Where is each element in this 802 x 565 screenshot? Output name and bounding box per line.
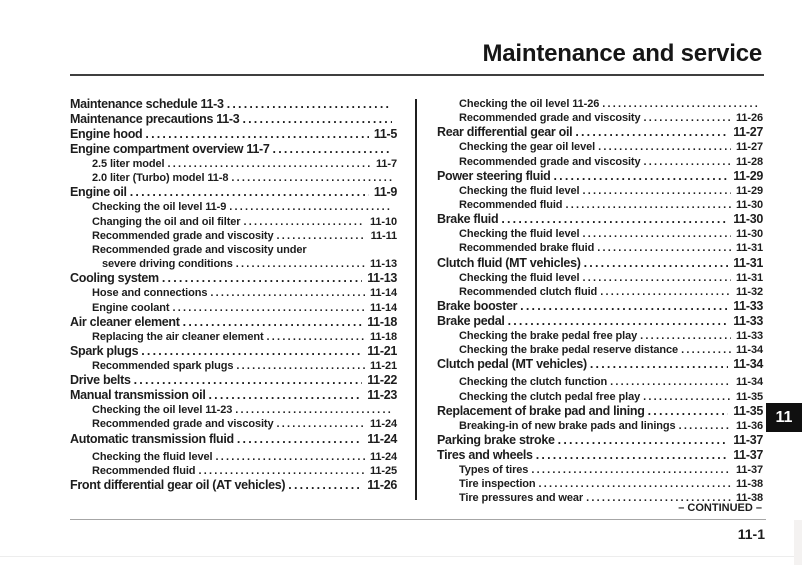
dot-leader bbox=[274, 417, 365, 431]
toc-entry-page: 11-18 bbox=[369, 330, 397, 343]
toc-entry bbox=[437, 111, 763, 125]
toc-entry bbox=[70, 229, 397, 243]
toc-entry bbox=[70, 464, 397, 478]
toc-entry bbox=[437, 448, 763, 463]
toc-entry-page: 11-34 bbox=[733, 357, 763, 372]
toc-entry-page: 11-31 bbox=[735, 242, 763, 255]
dot-leader bbox=[498, 212, 728, 227]
dot-leader bbox=[240, 215, 365, 229]
toc-entry-label: Checking the clutch pedal free play bbox=[459, 390, 641, 403]
toc-entry bbox=[70, 200, 397, 214]
toc-entry-label: Power steering fluid bbox=[437, 168, 551, 183]
toc-entry-page: 11-33 bbox=[735, 330, 763, 343]
toc-entry bbox=[70, 127, 397, 142]
toc-entry-label: Recommended grade and viscosity bbox=[459, 112, 641, 125]
toc-entry-page: 11-37 bbox=[733, 448, 763, 463]
dot-leader bbox=[232, 403, 392, 417]
toc-entry bbox=[437, 419, 763, 433]
toc-entry-label: Hose and connections bbox=[92, 287, 208, 300]
toc-entry-page: 11-32 bbox=[735, 285, 763, 298]
toc-entry bbox=[437, 271, 763, 285]
dot-leader bbox=[224, 97, 392, 112]
toc-entry-label: Engine oil bbox=[70, 185, 127, 200]
toc-entry-page: 11-21 bbox=[369, 360, 397, 373]
dot-leader bbox=[595, 140, 731, 154]
toc-entry-label: Engine hood bbox=[70, 127, 143, 141]
toc-entry-page: 11-37 bbox=[735, 464, 763, 477]
dot-leader bbox=[517, 299, 728, 314]
dot-leader bbox=[587, 357, 728, 372]
toc-entry-label: Rear differential gear oil bbox=[437, 125, 573, 140]
toc-entry-page: 11-10 bbox=[369, 215, 397, 228]
toc-entry-label: Recommended grade and viscosity bbox=[459, 155, 641, 168]
toc-entry-label: Air cleaner element bbox=[70, 314, 180, 329]
toc-entry-page: 11-34 bbox=[735, 344, 763, 357]
toc-entry bbox=[70, 271, 397, 286]
dot-leader bbox=[528, 463, 731, 477]
toc-entry-label: Maintenance schedule 11-3 bbox=[70, 97, 224, 111]
toc-entry bbox=[70, 315, 397, 330]
toc-entry bbox=[70, 301, 397, 315]
toc-entry bbox=[70, 432, 397, 447]
toc-entry-label: Checking the oil level 11-23 bbox=[92, 404, 233, 417]
toc-entry-label: Maintenance precautions 11-3 bbox=[70, 112, 240, 126]
toc-entry-label: Recommended spark plugs bbox=[92, 360, 234, 373]
toc-entry bbox=[437, 184, 763, 198]
toc-entry-page: 11-22 bbox=[367, 373, 397, 388]
chapter-tab-label: 11 bbox=[775, 408, 793, 426]
toc-entry-label: Checking the fluid level bbox=[459, 228, 580, 241]
toc-entry bbox=[70, 97, 397, 112]
dot-leader bbox=[640, 390, 731, 404]
page-bottom-edge bbox=[0, 556, 802, 557]
toc-entry bbox=[70, 373, 397, 388]
toc-entry-label: 2.5 liter model bbox=[92, 158, 165, 170]
dot-leader bbox=[579, 227, 731, 241]
dot-leader bbox=[579, 271, 731, 285]
dot-leader bbox=[581, 256, 729, 271]
footer-page-number: 11-1 bbox=[737, 526, 765, 542]
toc-entry bbox=[70, 185, 397, 200]
toc-entry bbox=[70, 243, 397, 257]
toc-entry-label: Recommended grade and viscosity bbox=[92, 229, 274, 242]
toc-entry bbox=[437, 256, 763, 271]
toc-entry-label: Clutch fluid (MT vehicles) bbox=[437, 255, 581, 270]
toc-left-column bbox=[70, 97, 397, 493]
dot-leader bbox=[264, 330, 365, 344]
toc-entry-page: 11-27 bbox=[735, 141, 763, 154]
toc-entry-label: Recommended grade and viscosity bbox=[92, 418, 274, 431]
toc-entry-label: Checking the gear oil level bbox=[459, 141, 596, 154]
toc-entry bbox=[70, 403, 397, 417]
toc-entry bbox=[437, 241, 763, 255]
toc-entry-page: 11-33 bbox=[733, 299, 763, 314]
dot-leader bbox=[233, 359, 365, 373]
toc-entry-page: 11-35 bbox=[735, 390, 763, 403]
dot-leader bbox=[645, 404, 729, 419]
toc-entry bbox=[437, 477, 763, 491]
toc-entry-page: 11-36 bbox=[735, 419, 763, 432]
dot-leader bbox=[226, 200, 392, 214]
toc-entry-label: Replacing the air cleaner element bbox=[92, 330, 264, 343]
dot-leader bbox=[234, 432, 362, 447]
dot-leader bbox=[505, 314, 729, 329]
dot-leader bbox=[562, 198, 731, 212]
toc-entry-page: 11-28 bbox=[735, 155, 763, 168]
continued-label: – CONTINUED – bbox=[678, 502, 762, 514]
toc-entry-page: 11-34 bbox=[735, 376, 763, 389]
dot-leader bbox=[138, 344, 362, 359]
toc-entry-page: 11-23 bbox=[367, 388, 397, 403]
toc-entry-label: Brake booster bbox=[437, 299, 518, 314]
toc-right-column bbox=[437, 97, 763, 506]
toc-entry-page: 11-30 bbox=[735, 199, 763, 212]
toc-entry bbox=[437, 227, 763, 241]
dot-leader bbox=[678, 343, 731, 357]
toc-entry-label: Recommended fluid bbox=[459, 199, 563, 212]
toc-entry bbox=[437, 285, 763, 299]
toc-entry-label: Checking the oil level 11-26 bbox=[459, 98, 600, 110]
toc-entry-page: 11-29 bbox=[733, 168, 763, 183]
dot-leader bbox=[169, 301, 365, 315]
toc-entry-label: Spark plugs bbox=[70, 344, 139, 359]
dot-leader bbox=[207, 286, 365, 300]
toc-entry-page: 11-38 bbox=[735, 478, 763, 491]
dot-leader bbox=[180, 315, 363, 330]
toc-entry bbox=[437, 198, 763, 212]
toc-entry bbox=[437, 97, 763, 111]
toc-entry bbox=[437, 155, 763, 169]
toc-entry-page: 11-24 bbox=[369, 450, 397, 463]
toc-entry-page: 11-11 bbox=[370, 229, 397, 242]
toc-entry-label: Checking the fluid level bbox=[459, 184, 580, 197]
toc-entry bbox=[437, 314, 763, 329]
toc-entry bbox=[70, 330, 397, 344]
toc-entry bbox=[437, 463, 763, 477]
toc-entry-label: Tire inspection bbox=[459, 478, 536, 491]
dot-leader bbox=[637, 329, 731, 343]
dot-leader bbox=[641, 111, 731, 125]
toc-entry bbox=[437, 343, 763, 357]
dot-leader bbox=[206, 388, 363, 403]
dot-leader bbox=[533, 448, 729, 463]
toc-entry bbox=[437, 375, 763, 389]
toc-entry-page: 11-35 bbox=[733, 403, 763, 418]
toc-entry bbox=[70, 257, 397, 271]
dot-leader bbox=[212, 450, 365, 464]
dot-leader bbox=[274, 229, 366, 243]
dot-leader bbox=[195, 464, 365, 478]
header-rule bbox=[70, 74, 764, 76]
toc-entry-page: 11-14 bbox=[369, 287, 397, 300]
toc-entry bbox=[70, 344, 397, 359]
dot-leader bbox=[676, 419, 731, 433]
toc-entry-label: Cooling system bbox=[70, 271, 159, 286]
toc-entry bbox=[437, 125, 763, 140]
dot-leader bbox=[239, 112, 392, 127]
toc-entry-label: Engine compartment overview 11-7 bbox=[70, 142, 270, 156]
toc-entry bbox=[70, 417, 397, 431]
toc-entry-page: 11-21 bbox=[367, 344, 397, 359]
toc-entry-label: Checking the brake pedal free play bbox=[459, 330, 638, 343]
footer-rule bbox=[70, 519, 766, 520]
toc-entry-page: 11-30 bbox=[735, 228, 763, 241]
dot-leader bbox=[164, 157, 371, 171]
toc-entry-label: 2.0 liter (Turbo) model 11-8 bbox=[92, 172, 229, 185]
toc-entry bbox=[70, 478, 397, 493]
toc-entry-label: Types of tires bbox=[459, 464, 529, 477]
dot-leader bbox=[536, 477, 731, 491]
dot-leader bbox=[142, 127, 368, 142]
toc-entry-label: Checking the brake pedal reserve distance bbox=[459, 344, 679, 357]
toc-entry bbox=[437, 404, 763, 419]
toc-entry bbox=[437, 169, 763, 184]
toc-entry-page: 11-14 bbox=[369, 301, 397, 314]
toc-entry bbox=[70, 215, 397, 229]
toc-entry-label: Checking the clutch function bbox=[459, 376, 608, 389]
toc-entry-label: Manual transmission oil bbox=[70, 388, 206, 403]
toc-entry-label: Recommended brake fluid bbox=[459, 242, 595, 255]
column-divider bbox=[415, 99, 417, 500]
dot-leader bbox=[131, 373, 363, 388]
toc-entry-page: 11-24 bbox=[367, 431, 397, 446]
toc-entry bbox=[437, 299, 763, 314]
toc-entry bbox=[70, 157, 397, 171]
toc-entry-label: Automatic transmission fluid bbox=[70, 431, 234, 446]
page-right-edge bbox=[794, 520, 802, 565]
chapter-tab bbox=[766, 403, 802, 432]
toc-entry-label: Parking brake stroke bbox=[437, 433, 555, 448]
toc-entry-label: Engine coolant bbox=[92, 301, 170, 314]
dot-leader bbox=[599, 97, 758, 111]
toc-entry-page: 11-18 bbox=[367, 314, 397, 329]
toc-entry bbox=[70, 112, 397, 127]
toc-entry-label: Drive belts bbox=[70, 373, 131, 388]
toc-entry bbox=[437, 329, 763, 343]
toc-entry-label: Tires and wheels bbox=[437, 448, 533, 463]
toc-entry-page: 11-24 bbox=[369, 418, 397, 431]
dot-leader bbox=[270, 142, 392, 157]
toc-entry bbox=[70, 142, 397, 157]
toc-entry-page: 11-31 bbox=[735, 271, 763, 284]
dot-leader bbox=[579, 184, 731, 198]
dot-leader bbox=[607, 375, 731, 389]
toc-entry-label: Checking the oil level 11-9 bbox=[92, 201, 227, 214]
toc-entry-page: 11-38 bbox=[735, 492, 763, 505]
toc-entry-page: 11-33 bbox=[733, 314, 763, 329]
toc-entry-label: severe driving conditions bbox=[102, 258, 233, 271]
toc-entry-label: Brake pedal bbox=[437, 314, 505, 329]
toc-entry bbox=[70, 286, 397, 300]
dot-leader bbox=[572, 125, 728, 140]
toc-entry-label: Recommended clutch fluid bbox=[459, 285, 598, 298]
dot-leader bbox=[594, 241, 731, 255]
toc-entry bbox=[70, 171, 397, 185]
toc-entry-page: 11-13 bbox=[367, 271, 397, 286]
toc-entry bbox=[437, 212, 763, 227]
toc-entry bbox=[437, 140, 763, 154]
toc-entry bbox=[70, 359, 397, 373]
toc-entry-page: 11-29 bbox=[735, 184, 763, 197]
dot-leader bbox=[641, 155, 731, 169]
toc-entry-label: Recommended grade and viscosity under bbox=[92, 244, 307, 257]
page-title: Maintenance and service bbox=[482, 40, 762, 67]
toc-entry-page: 11-13 bbox=[369, 258, 397, 271]
toc-entry-label: Replacement of brake pad and lining bbox=[437, 403, 645, 418]
toc-entry-label: Checking the fluid level bbox=[459, 271, 580, 284]
toc-entry-label: Front differential gear oil (AT vehicles) bbox=[70, 478, 286, 493]
dot-leader bbox=[285, 478, 362, 493]
toc-entry-label: Changing the oil and oil filter bbox=[92, 215, 241, 228]
toc-entry-page: 11-25 bbox=[369, 464, 397, 477]
toc-entry-page: 11-27 bbox=[733, 125, 763, 140]
toc-entry bbox=[437, 390, 763, 404]
dot-leader bbox=[550, 169, 728, 184]
toc-entry-page: 11-7 bbox=[375, 158, 397, 170]
dot-leader bbox=[159, 271, 362, 286]
toc-entry-label: Clutch pedal (MT vehicles) bbox=[437, 357, 587, 372]
dot-leader bbox=[233, 257, 365, 271]
toc-entry-label: Brake fluid bbox=[437, 212, 499, 227]
toc-entry-page: 11-37 bbox=[733, 433, 763, 448]
toc-entry-page: 11-31 bbox=[733, 255, 763, 270]
toc-entry-page: 11-26 bbox=[367, 478, 397, 493]
toc-entry-label: Checking the fluid level bbox=[92, 450, 213, 463]
dot-leader bbox=[228, 171, 392, 185]
dot-leader bbox=[127, 185, 369, 200]
toc-entry-label: Recommended fluid bbox=[92, 464, 196, 477]
toc-entry-label: Breaking-in of new brake pads and linings bbox=[459, 419, 676, 432]
toc-entry-page: 11-5 bbox=[373, 127, 397, 141]
toc-entry-page: 11-26 bbox=[735, 112, 763, 125]
toc-entry-label: Tire pressures and wear bbox=[459, 492, 584, 505]
toc-entry-page: 11-9 bbox=[373, 185, 397, 200]
dot-leader bbox=[597, 285, 731, 299]
toc-entry-page: 11-30 bbox=[733, 212, 763, 227]
toc-entry bbox=[437, 433, 763, 448]
toc-entry bbox=[70, 450, 397, 464]
toc-entry bbox=[70, 388, 397, 403]
dot-leader bbox=[555, 433, 729, 448]
toc-entry bbox=[437, 357, 763, 372]
